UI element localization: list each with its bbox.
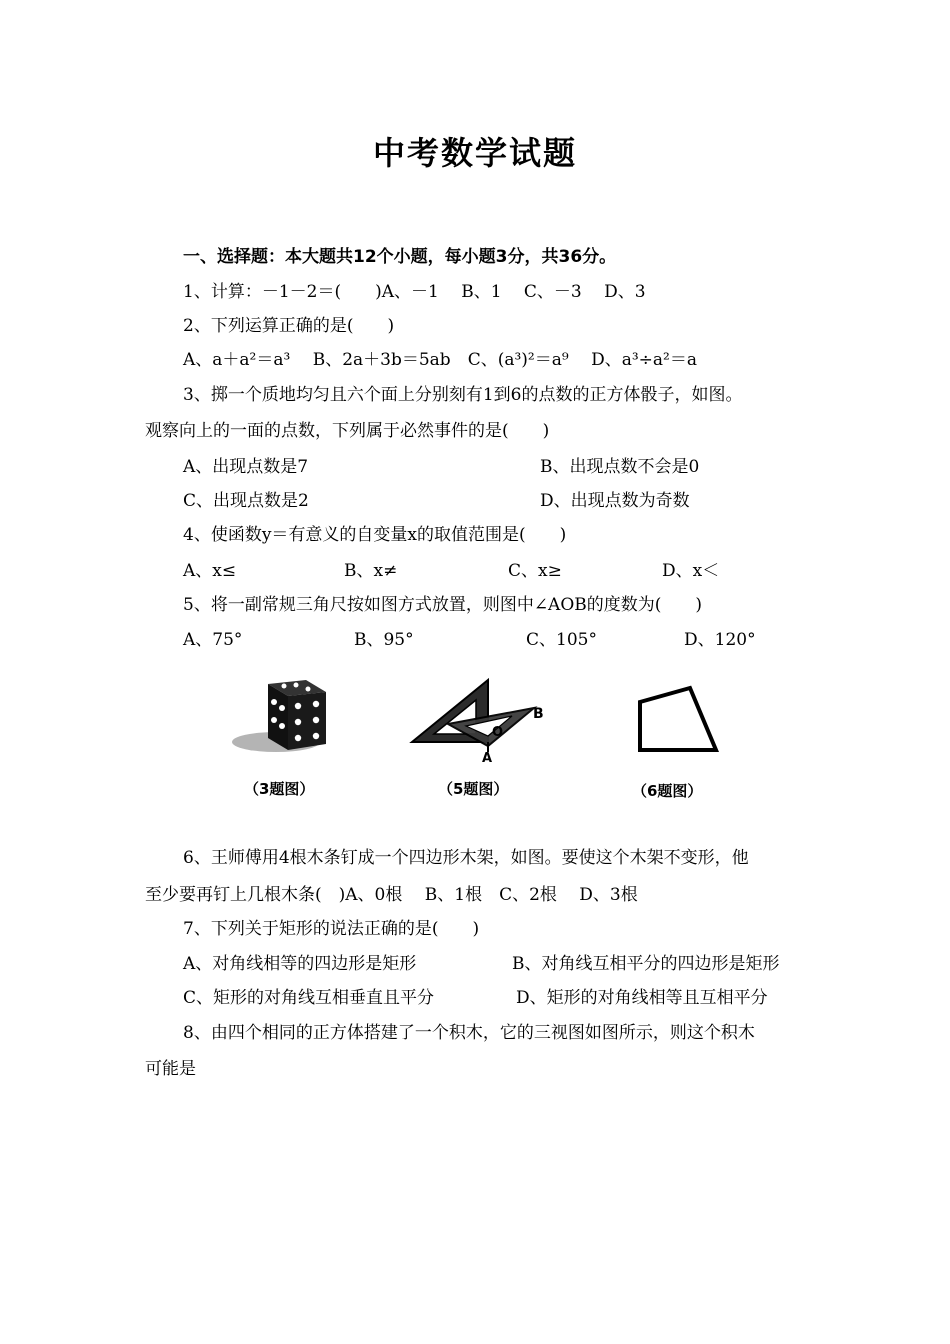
question-7-option-a: A、对角线相等的四边形是矩形	[183, 954, 417, 974]
question-3-option-c: C、出现点数是2	[183, 491, 309, 511]
question-3-line2: 观察向上的一面的点数，下列属于必然事件的是( )	[145, 421, 550, 441]
question-3-option-b: B、出现点数不会是0	[540, 457, 700, 477]
section-heading: 一、选择题：本大题共12个小题，每小题3分，共36分。	[183, 247, 617, 267]
question-5: 5、将一副常规三角尺按如图方式放置，则图中∠AOB的度数为( )	[183, 595, 703, 615]
dice-figure	[228, 672, 338, 758]
question-1: 1、计算：－1－2＝( )A、－1 B、1 C、－3 D、3	[183, 282, 646, 302]
question-5-option-b: B、95°	[354, 630, 414, 650]
figure-3-caption: （3题图）	[244, 780, 315, 798]
question-6-line2: 至少要再钉上几根木条( )A、0根 B、1根 C、2根 D、3根	[145, 885, 638, 905]
page-title: 中考数学试题	[372, 134, 577, 172]
question-5-option-d: D、120°	[684, 630, 756, 650]
question-3-option-d: D、出现点数为奇数	[540, 491, 690, 511]
label-a: A	[482, 751, 493, 764]
question-7: 7、下列关于矩形的说法正确的是( )	[183, 919, 480, 939]
question-5-option-c: C、105°	[526, 630, 597, 650]
question-2: 2、下列运算正确的是( )	[183, 316, 395, 336]
question-7-option-c: C、矩形的对角线互相垂直且平分	[183, 988, 435, 1008]
question-7-option-b: B、对角线互相平分的四边形是矩形	[512, 954, 780, 974]
question-3-line1: 3、掷一个质地均匀且六个面上分别刻有1到6的点数的正方体骰子，如图。	[183, 385, 743, 405]
question-2-options: A、a＋a²＝a³ B、2a＋3b＝5ab C、(a³)²＝a⁹ D、a³÷a²＝a	[183, 350, 697, 370]
question-8-line2: 可能是	[145, 1059, 196, 1079]
label-o: O	[492, 725, 504, 740]
question-4-option-b: B、x≠	[344, 561, 398, 581]
question-5-option-a: A、75°	[183, 630, 243, 650]
figure-6-caption: （6题图）	[632, 782, 703, 800]
question-8-line1: 8、由四个相同的正方体搭建了一个积木，它的三视图如图所示，则这个积木	[183, 1023, 755, 1043]
question-3-option-a: A、出现点数是7	[183, 457, 309, 477]
question-4-option-c: C、x≥	[508, 561, 562, 581]
question-4: 4、使函数y＝有意义的自变量x的取值范围是( )	[183, 525, 567, 545]
question-7-option-d: D、矩形的对角线相等且互相平分	[516, 988, 768, 1008]
figure-5-caption: （5题图）	[438, 780, 509, 798]
label-b: B	[533, 706, 544, 722]
question-4-option-a: A、x≤	[183, 561, 237, 581]
triangle-rulers-figure	[408, 672, 558, 764]
question-4-option-d: D、x＜	[662, 561, 720, 581]
question-6-line1: 6、王师傅用4根木条钉成一个四边形木架，如图。要使这个木架不变形，他	[183, 848, 749, 868]
quadrilateral-figure	[632, 680, 722, 756]
